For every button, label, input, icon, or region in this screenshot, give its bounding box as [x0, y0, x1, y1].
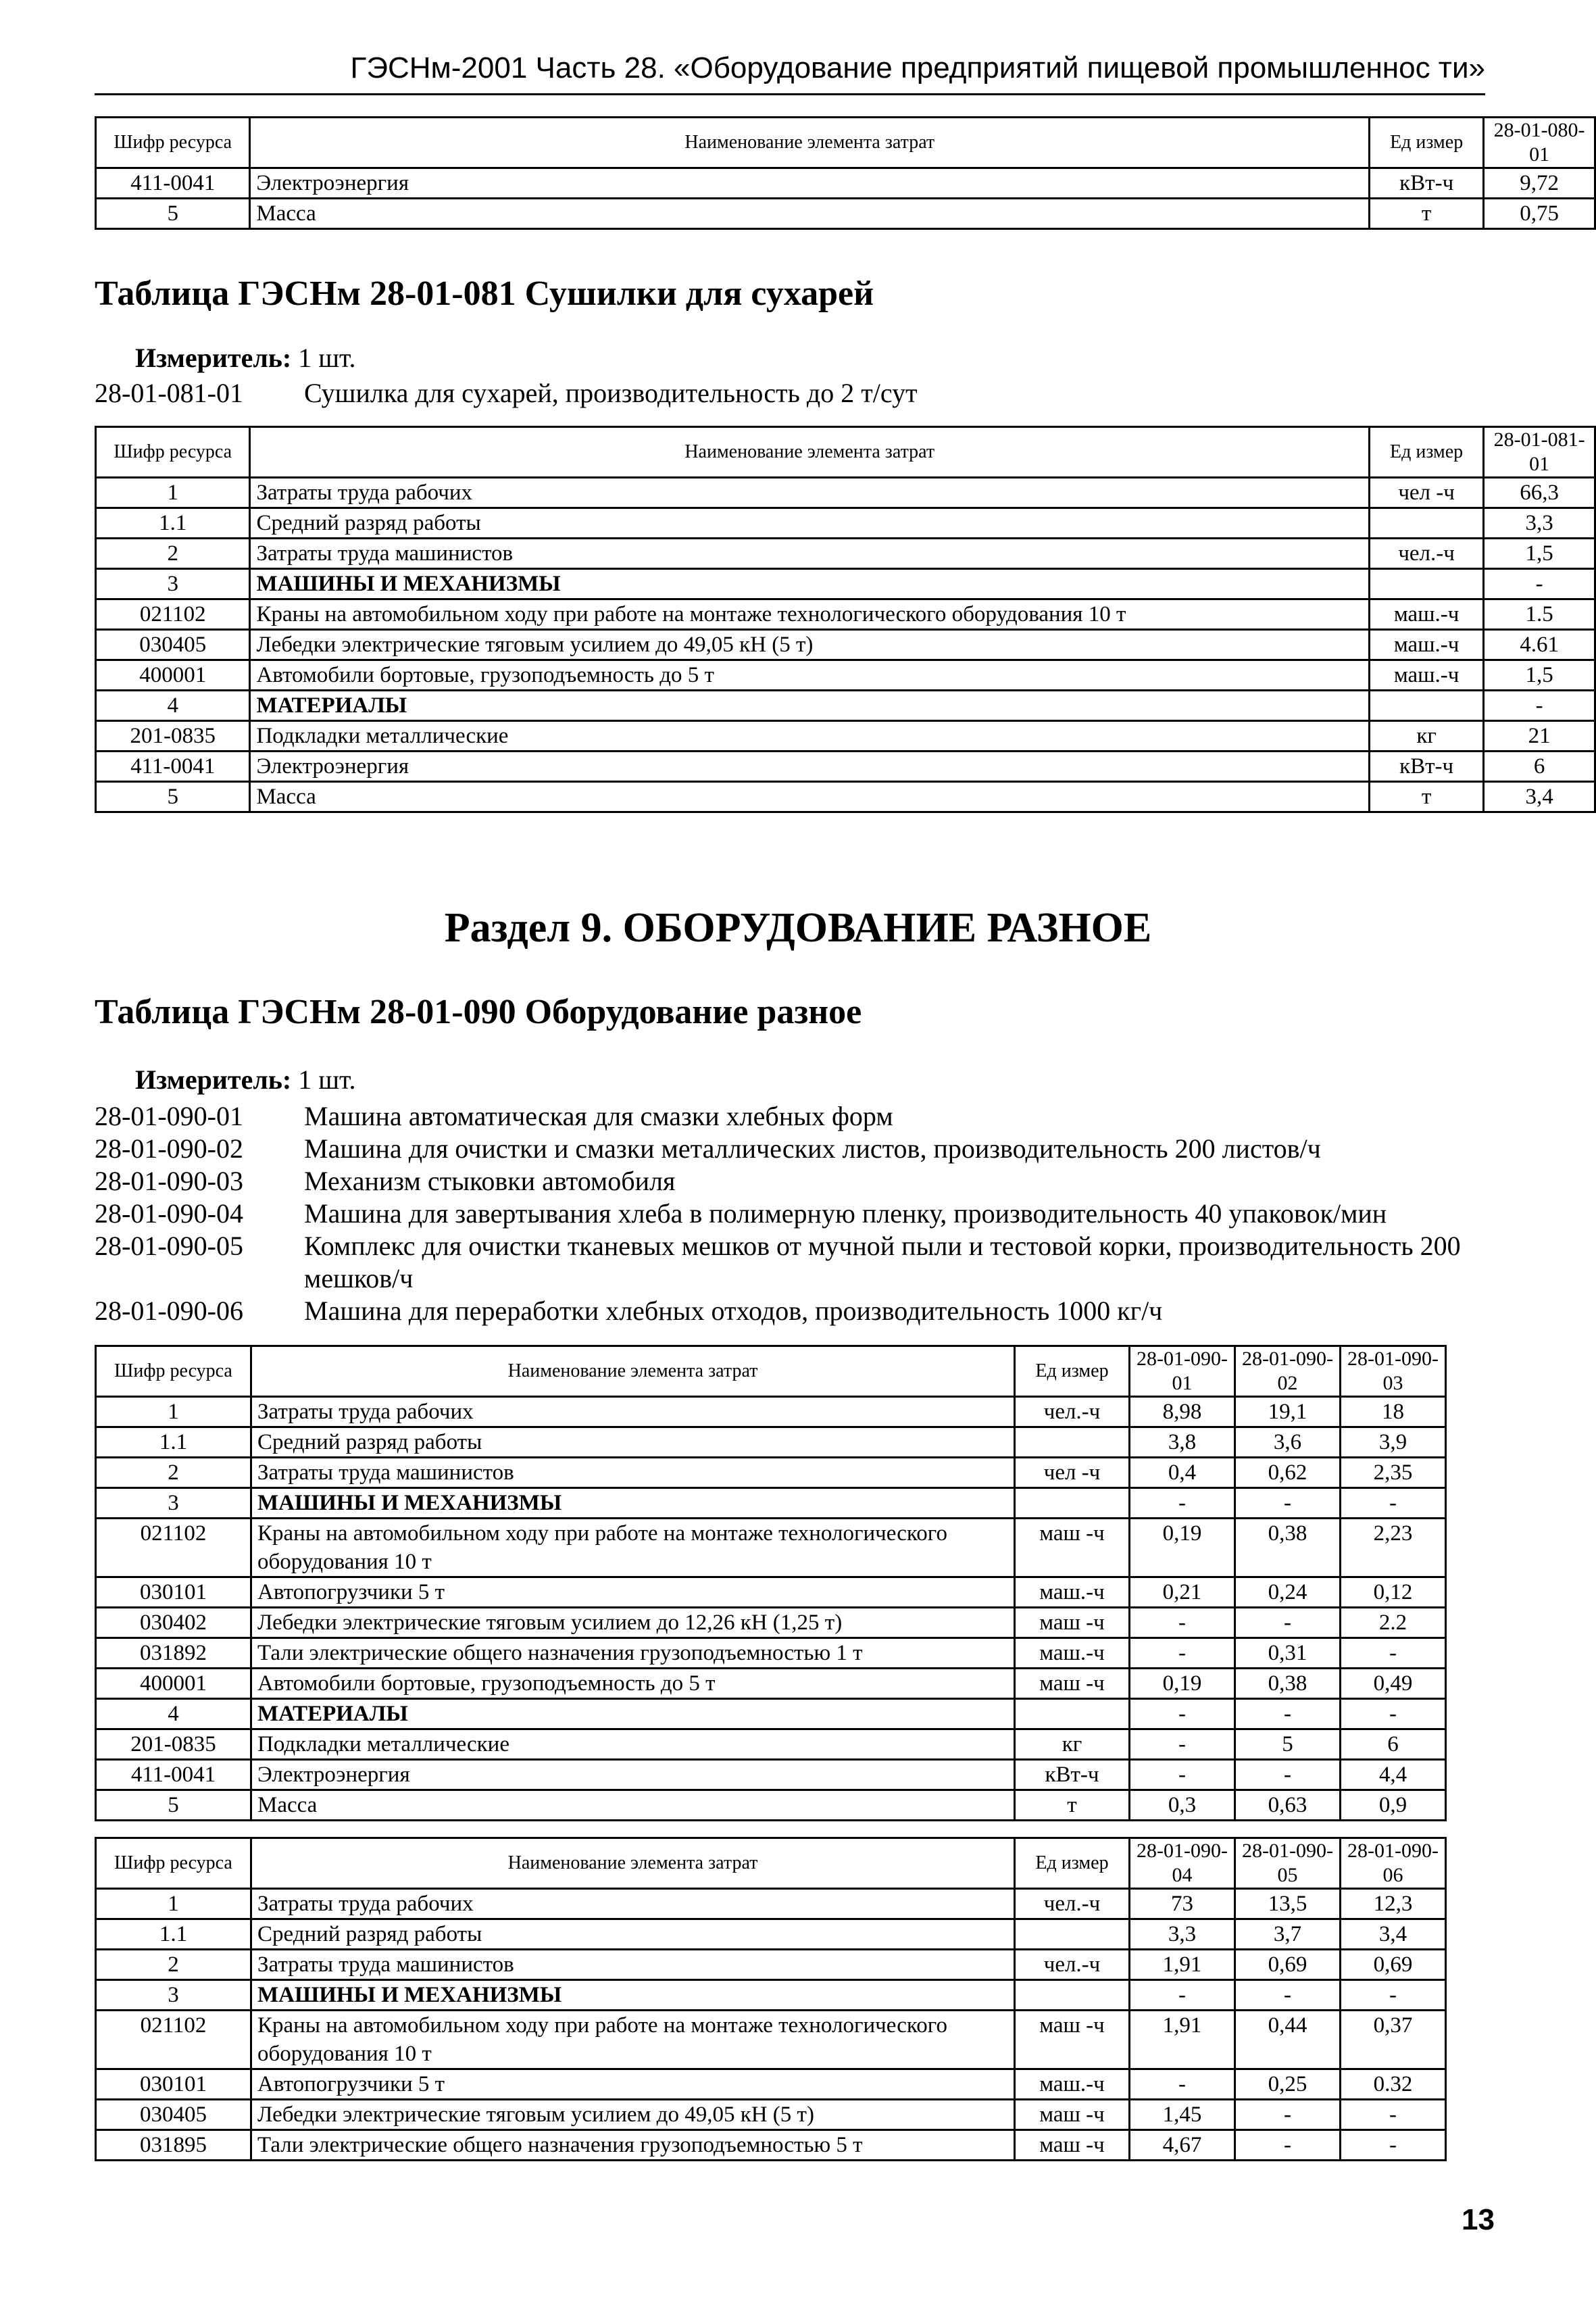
cell-value: 4.61: [1484, 630, 1595, 660]
table-081-meter: [135, 342, 356, 374]
spec-row: [95, 1133, 1487, 1165]
table-row: [96, 1427, 1446, 1458]
cell-value: 1,45: [1130, 2100, 1235, 2130]
cell-value: -: [1235, 1699, 1341, 1729]
cell-value: 3,3: [1130, 1919, 1235, 1950]
cell-unit: [1369, 691, 1483, 721]
table-081: [95, 426, 1596, 813]
header-row: [96, 1838, 1446, 1889]
table-row: [96, 1729, 1446, 1760]
cell-unit: чел.-ч: [1015, 1397, 1130, 1427]
spec-row: [95, 1165, 1487, 1198]
table-row: [96, 1608, 1446, 1638]
cell-value: -: [1341, 1638, 1446, 1669]
cell-value: -: [1130, 1729, 1235, 1760]
cell-unit: кг: [1369, 721, 1483, 752]
cell-value: 0,69: [1341, 1950, 1446, 1980]
cell-name: Лебедки электрические тяговым усилием до 49,05 кН (5 т): [251, 2100, 1015, 2130]
cell-value: -: [1130, 2069, 1235, 2100]
cell-code: 2: [96, 539, 250, 569]
cell-unit: маш -ч: [1015, 2130, 1130, 2161]
cell-unit: [1015, 1699, 1130, 1729]
cell-name: Затраты труда машинистов: [251, 1458, 1015, 1488]
cell-unit: чел.-ч: [1015, 1889, 1130, 1919]
cell-unit: маш.-ч: [1369, 630, 1483, 660]
spec-code: 28-01-090-03: [95, 1166, 243, 1196]
cell-value: 0,62: [1235, 1458, 1341, 1488]
cell-value: 3,9: [1341, 1427, 1446, 1458]
table-row: [96, 1458, 1446, 1488]
cell-unit: маш -ч: [1015, 2100, 1130, 2130]
cell-value: 1.5: [1484, 599, 1595, 630]
cell-code: 030101: [96, 2069, 251, 2100]
spec-code: 28-01-090-04: [95, 1198, 243, 1229]
cell-name: Затраты труда машинистов: [251, 1950, 1015, 1980]
cell-code: 030405: [96, 2100, 251, 2130]
cell-value: -: [1130, 1980, 1235, 2011]
column-header-name: Наименование элемента затрат: [250, 427, 1370, 478]
cell-value: 6: [1484, 752, 1595, 782]
cell-value: 3,3: [1484, 508, 1595, 539]
cell-unit: кг: [1015, 1729, 1130, 1760]
cell-value: 3,6: [1235, 1427, 1341, 1458]
spec-row: [95, 1198, 1487, 1230]
cell-value: 6: [1341, 1729, 1446, 1760]
cell-name: Краны на автомобильном ходу при работе на монтаже технологического оборудования 10 т: [250, 599, 1370, 630]
cell-name: Средний разряд работы: [250, 508, 1370, 539]
table-row: [96, 1519, 1446, 1577]
cell-value: -: [1341, 2130, 1446, 2161]
cell-value: 2,35: [1341, 1458, 1446, 1488]
cell-code: 031892: [96, 1638, 251, 1669]
cell-unit: чел.-ч: [1015, 1950, 1130, 1980]
cell-code: 5: [96, 199, 250, 229]
cell-value: 19,1: [1235, 1397, 1341, 1427]
table-top-continuation: [95, 116, 1596, 230]
header-row: [96, 1346, 1446, 1397]
cell-value: 0,3: [1130, 1790, 1235, 1821]
cell-unit: [1015, 1488, 1130, 1519]
table-row: [96, 508, 1595, 539]
cell-code: 1.1: [96, 1919, 251, 1950]
cell-value: 0,9: [1341, 1790, 1446, 1821]
spec-text: Комплекс для очистки тканевых мешков от мучной пыли и тестовой корки, производительность 200 мешков/ч: [304, 1231, 1461, 1294]
cell-code: 3: [96, 569, 250, 599]
cell-value: 3,8: [1130, 1427, 1235, 1458]
cell-value: 4,4: [1341, 1760, 1446, 1790]
cell-unit: чел -ч: [1015, 1458, 1130, 1488]
cell-name: Лебедки электрические тяговым усилием до 12,26 кН (1,25 т): [251, 1608, 1015, 1638]
cost-table: [95, 1837, 1447, 2161]
cell-value: 1,5: [1484, 660, 1595, 691]
spec-text: Машина автоматическая для смазки хлебных форм: [304, 1101, 893, 1131]
table-090-part1: [95, 1345, 1447, 1821]
table-row: [96, 2130, 1446, 2161]
cell-code: 1: [96, 478, 250, 508]
cell-name: Тали электрические общего назначения грузоподъемностью 5 т: [251, 2130, 1015, 2161]
cell-code: 5: [96, 782, 250, 812]
cell-value: 0,37: [1341, 2011, 1446, 2069]
table-081-spec: [95, 377, 1487, 410]
cost-table: [95, 116, 1596, 230]
column-header-name: Наименование элемента затрат: [251, 1838, 1015, 1889]
cell-value: 0,19: [1130, 1519, 1235, 1577]
cell-code: 3: [96, 1980, 251, 2011]
cell-unit: [1369, 508, 1483, 539]
table-row: [96, 1577, 1446, 1608]
cell-value: 2,23: [1341, 1519, 1446, 1577]
table-row: [96, 1919, 1446, 1950]
cell-unit: [1015, 1919, 1130, 1950]
meter-label: Измеритель:: [135, 343, 292, 373]
cell-name: Автомобили бортовые, грузоподъемность до 5 т: [250, 660, 1370, 691]
spec-code: 28-01-090-06: [95, 1296, 243, 1326]
cell-code: 2: [96, 1950, 251, 1980]
column-header-code: Шифр ресурса: [96, 1838, 251, 1889]
cell-name: Затраты труда рабочих: [251, 1397, 1015, 1427]
cell-value: 1,5: [1484, 539, 1595, 569]
table-row: [96, 1488, 1446, 1519]
table-row: [96, 478, 1595, 508]
cell-name: Автомобили бортовые, грузоподъемность до 5 т: [251, 1669, 1015, 1699]
table-row: [96, 2100, 1446, 2130]
table-090-part2: [95, 1837, 1447, 2161]
column-header-unit: Ед измер: [1370, 118, 1484, 168]
cell-name: Масса: [250, 782, 1370, 812]
table-row: [96, 1760, 1446, 1790]
cell-code: 021102: [96, 2011, 251, 2069]
cell-unit: маш -ч: [1015, 1608, 1130, 1638]
header-row: [96, 118, 1595, 168]
cell-name: Затраты труда рабочих: [251, 1889, 1015, 1919]
column-header-norm: 28-01-090-06: [1341, 1838, 1446, 1889]
spec-text: Механизм стыковки автомобиля: [304, 1166, 676, 1196]
cell-name: Электроэнергия: [250, 168, 1370, 199]
spec-text: Машина для завертывания хлеба в полимерную пленку, производительность 40 упаковок/мин: [304, 1198, 1387, 1229]
cell-code: 030402: [96, 1608, 251, 1638]
table-row: [96, 569, 1595, 599]
cell-unit: т: [1015, 1790, 1130, 1821]
table-row: [96, 199, 1595, 229]
table-row: [96, 168, 1595, 199]
cell-value: -: [1341, 1980, 1446, 2011]
cell-code: 031895: [96, 2130, 251, 2161]
cell-name: Подкладки металлические: [251, 1729, 1015, 1760]
cell-value: 0,38: [1235, 1669, 1341, 1699]
cell-value: 0,24: [1235, 1577, 1341, 1608]
cell-name: Средний разряд работы: [251, 1427, 1015, 1458]
cell-name: МАТЕРИАЛЫ: [250, 691, 1370, 721]
section-title: Раздел 9. ОБОРУДОВАНИЕ РАЗНОЕ: [444, 905, 1152, 951]
cell-unit: кВт-ч: [1369, 752, 1483, 782]
cell-value: -: [1484, 691, 1595, 721]
table-row: [96, 599, 1595, 630]
cost-table: [95, 1345, 1447, 1821]
table-row: [96, 1950, 1446, 1980]
spec-text: Машина для очистки и смазки металлических листов, производительность 200 листов/ч: [304, 1133, 1321, 1164]
cell-value: 0,19: [1130, 1669, 1235, 1699]
spec-row: [95, 1230, 1487, 1295]
cell-code: 3: [96, 1488, 251, 1519]
cell-unit: чел -ч: [1369, 478, 1483, 508]
cell-unit: маш -ч: [1015, 2011, 1130, 2069]
cell-code: 400001: [96, 660, 250, 691]
table-090-title: Таблица ГЭСНм 28-01-090 Оборудование разное: [95, 993, 862, 1031]
meter-value: 1 шт.: [298, 1064, 356, 1095]
column-header-unit: Ед измер: [1015, 1346, 1130, 1397]
cell-code: 030101: [96, 1577, 251, 1608]
cell-value: 21: [1484, 721, 1595, 752]
cell-code: 1: [96, 1889, 251, 1919]
cell-code: 411-0041: [96, 168, 250, 199]
cell-code: 5: [96, 1790, 251, 1821]
cell-value: 0,63: [1235, 1790, 1341, 1821]
spec-row: [95, 377, 1487, 410]
cell-value: -: [1235, 1980, 1341, 2011]
cell-value: -: [1130, 1638, 1235, 1669]
meter-value: 1 шт.: [298, 343, 356, 373]
cell-code: 021102: [96, 599, 250, 630]
cell-value: 73: [1130, 1889, 1235, 1919]
cell-code: 411-0041: [96, 1760, 251, 1790]
cell-unit: маш.-ч: [1015, 1577, 1130, 1608]
cell-value: -: [1130, 1760, 1235, 1790]
cell-value: 5: [1235, 1729, 1341, 1760]
cell-value: -: [1341, 2100, 1446, 2130]
column-header-norm: 28-01-090-02: [1235, 1346, 1341, 1397]
cell-code: 201-0835: [96, 1729, 251, 1760]
cell-value: -: [1235, 1760, 1341, 1790]
cell-unit: [1369, 569, 1483, 599]
cell-code: 1.1: [96, 1427, 251, 1458]
cell-unit: маш -ч: [1015, 1669, 1130, 1699]
cell-unit: кВт-ч: [1370, 168, 1484, 199]
cell-value: -: [1130, 1608, 1235, 1638]
table-row: [96, 721, 1595, 752]
column-header-unit: Ед измер: [1015, 1838, 1130, 1889]
cell-code: 030405: [96, 630, 250, 660]
column-header-norm: 28-01-090-04: [1130, 1838, 1235, 1889]
spec-text: Сушилка для сухарей, производительность до 2 т/сут: [304, 378, 918, 408]
header-row: [96, 427, 1595, 478]
table-row: [96, 1790, 1446, 1821]
page-number: 13: [1462, 2203, 1495, 2236]
table-row: [96, 691, 1595, 721]
cell-unit: маш.-ч: [1015, 2069, 1130, 2100]
cell-value: -: [1235, 2130, 1341, 2161]
cell-value: 3,7: [1235, 1919, 1341, 1950]
cell-name: Автопогрузчики 5 т: [251, 1577, 1015, 1608]
cell-value: 0,38: [1235, 1519, 1341, 1577]
cell-name: Затраты труда рабочих: [250, 478, 1370, 508]
cell-name: Электроэнергия: [251, 1760, 1015, 1790]
cell-value: 0,12: [1341, 1577, 1446, 1608]
cell-name: МАШИНЫ И МЕХАНИЗМЫ: [251, 1980, 1015, 2011]
cell-unit: маш.-ч: [1015, 1638, 1130, 1669]
cell-value: 8,98: [1130, 1397, 1235, 1427]
cell-name: Масса: [250, 199, 1370, 229]
cell-code: 4: [96, 691, 250, 721]
cell-value: -: [1130, 1699, 1235, 1729]
table-row: [96, 1397, 1446, 1427]
cell-value: 3,4: [1341, 1919, 1446, 1950]
cell-value: -: [1341, 1488, 1446, 1519]
column-header-code: Шифр ресурса: [96, 427, 250, 478]
table-row: [96, 2011, 1446, 2069]
cell-value: 0,31: [1235, 1638, 1341, 1669]
cell-name: Электроэнергия: [250, 752, 1370, 782]
cell-code: 1: [96, 1397, 251, 1427]
cell-value: 4,67: [1130, 2130, 1235, 2161]
cell-value: -: [1130, 1488, 1235, 1519]
cell-value: -: [1341, 1699, 1446, 1729]
cell-value: 1,91: [1130, 2011, 1235, 2069]
cell-name: МАШИНЫ И МЕХАНИЗМЫ: [250, 569, 1370, 599]
column-header-name: Наименование элемента затрат: [251, 1346, 1015, 1397]
cost-table: [95, 426, 1596, 813]
cell-value: 0,21: [1130, 1577, 1235, 1608]
cell-name: Масса: [251, 1790, 1015, 1821]
cell-code: 4: [96, 1699, 251, 1729]
cell-unit: т: [1369, 782, 1483, 812]
cell-unit: маш.-ч: [1369, 660, 1483, 691]
cell-value: 0,25: [1235, 2069, 1341, 2100]
cell-code: 021102: [96, 1519, 251, 1577]
spec-code: 28-01-090-02: [95, 1133, 243, 1164]
cell-value: 0,69: [1235, 1950, 1341, 1980]
table-row: [96, 1669, 1446, 1699]
cell-code: 2: [96, 1458, 251, 1488]
cell-value: 0,4: [1130, 1458, 1235, 1488]
cell-value: 0,44: [1235, 2011, 1341, 2069]
cell-value: 18: [1341, 1397, 1446, 1427]
table-row: [96, 630, 1595, 660]
cell-value: 66,3: [1484, 478, 1595, 508]
cell-value: 3,4: [1484, 782, 1595, 812]
cell-unit: кВт-ч: [1015, 1760, 1130, 1790]
cell-value: 0,75: [1484, 199, 1595, 229]
cell-value: 0.32: [1341, 2069, 1446, 2100]
cell-code: 201-0835: [96, 721, 250, 752]
cell-unit: [1015, 1980, 1130, 2011]
table-row: [96, 1699, 1446, 1729]
cell-name: Лебедки электрические тяговым усилием до 49,05 кН (5 т): [250, 630, 1370, 660]
cell-value: 2.2: [1341, 1608, 1446, 1638]
cell-name: Подкладки металлические: [250, 721, 1370, 752]
cell-name: Средний разряд работы: [251, 1919, 1015, 1950]
table-row: [96, 539, 1595, 569]
cell-value: 1,91: [1130, 1950, 1235, 1980]
cell-unit: маш -ч: [1015, 1519, 1130, 1577]
cell-name: Краны на автомобильном ходу при работе на монтаже технологического оборудования 10 т: [251, 2011, 1015, 2069]
spec-code: 28-01-081-01: [95, 378, 243, 408]
column-header-code: Шифр ресурса: [96, 118, 250, 168]
cell-name: Автопогрузчики 5 т: [251, 2069, 1015, 2100]
table-090-meter: [135, 1064, 356, 1096]
column-header-norm: 28-01-081-01: [1484, 427, 1595, 478]
cell-value: -: [1235, 1608, 1341, 1638]
table-081-title: Таблица ГЭСНм 28-01-081 Сушилки для сухарей: [95, 274, 874, 313]
table-row: [96, 1889, 1446, 1919]
column-header-unit: Ед измер: [1369, 427, 1483, 478]
column-header-norm: 28-01-090-05: [1235, 1838, 1341, 1889]
column-header-norm: 28-01-090-03: [1341, 1346, 1446, 1397]
spec-code: 28-01-090-01: [95, 1101, 243, 1131]
cell-name: МАТЕРИАЛЫ: [251, 1699, 1015, 1729]
cell-code: 400001: [96, 1669, 251, 1699]
column-header-name: Наименование элемента затрат: [250, 118, 1370, 168]
column-header-norm: 28-01-080-01: [1484, 118, 1595, 168]
cell-name: Тали электрические общего назначения грузоподъемностью 1 т: [251, 1638, 1015, 1669]
cell-value: 0,49: [1341, 1669, 1446, 1699]
cell-unit: т: [1370, 199, 1484, 229]
table-row: [96, 1980, 1446, 2011]
cell-unit: [1015, 1427, 1130, 1458]
meter-label: Измеритель:: [135, 1064, 292, 1095]
cell-code: 1.1: [96, 508, 250, 539]
column-header-code: Шифр ресурса: [96, 1346, 251, 1397]
cell-name: Затраты труда машинистов: [250, 539, 1370, 569]
cell-value: -: [1235, 1488, 1341, 1519]
cell-value: -: [1235, 2100, 1341, 2130]
cell-code: 411-0041: [96, 752, 250, 782]
column-header-norm: 28-01-090-01: [1130, 1346, 1235, 1397]
spec-code: 28-01-090-05: [95, 1231, 243, 1261]
table-row: [96, 660, 1595, 691]
spec-row: [95, 1100, 1487, 1133]
table-row: [96, 782, 1595, 812]
table-090-spec: [95, 1100, 1487, 1327]
cell-name: МАШИНЫ И МЕХАНИЗМЫ: [251, 1488, 1015, 1519]
cell-value: 9,72: [1484, 168, 1595, 199]
cell-value: -: [1484, 569, 1595, 599]
cell-value: 12,3: [1341, 1889, 1446, 1919]
cell-unit: маш.-ч: [1369, 599, 1483, 630]
spec-text: Машина для переработки хлебных отходов, производительность 1000 кг/ч: [304, 1296, 1163, 1326]
running-header: ГЭСНм-2001 Часть 28. «Оборудование предприятий пищевой промышленнос ти»: [95, 51, 1485, 95]
table-row: [96, 2069, 1446, 2100]
cell-name: Краны на автомобильном ходу при работе на монтаже технологического оборудования 10 т: [251, 1519, 1015, 1577]
cell-value: 13,5: [1235, 1889, 1341, 1919]
cell-unit: чел.-ч: [1369, 539, 1483, 569]
spec-row: [95, 1295, 1487, 1327]
table-row: [96, 752, 1595, 782]
table-row: [96, 1638, 1446, 1669]
